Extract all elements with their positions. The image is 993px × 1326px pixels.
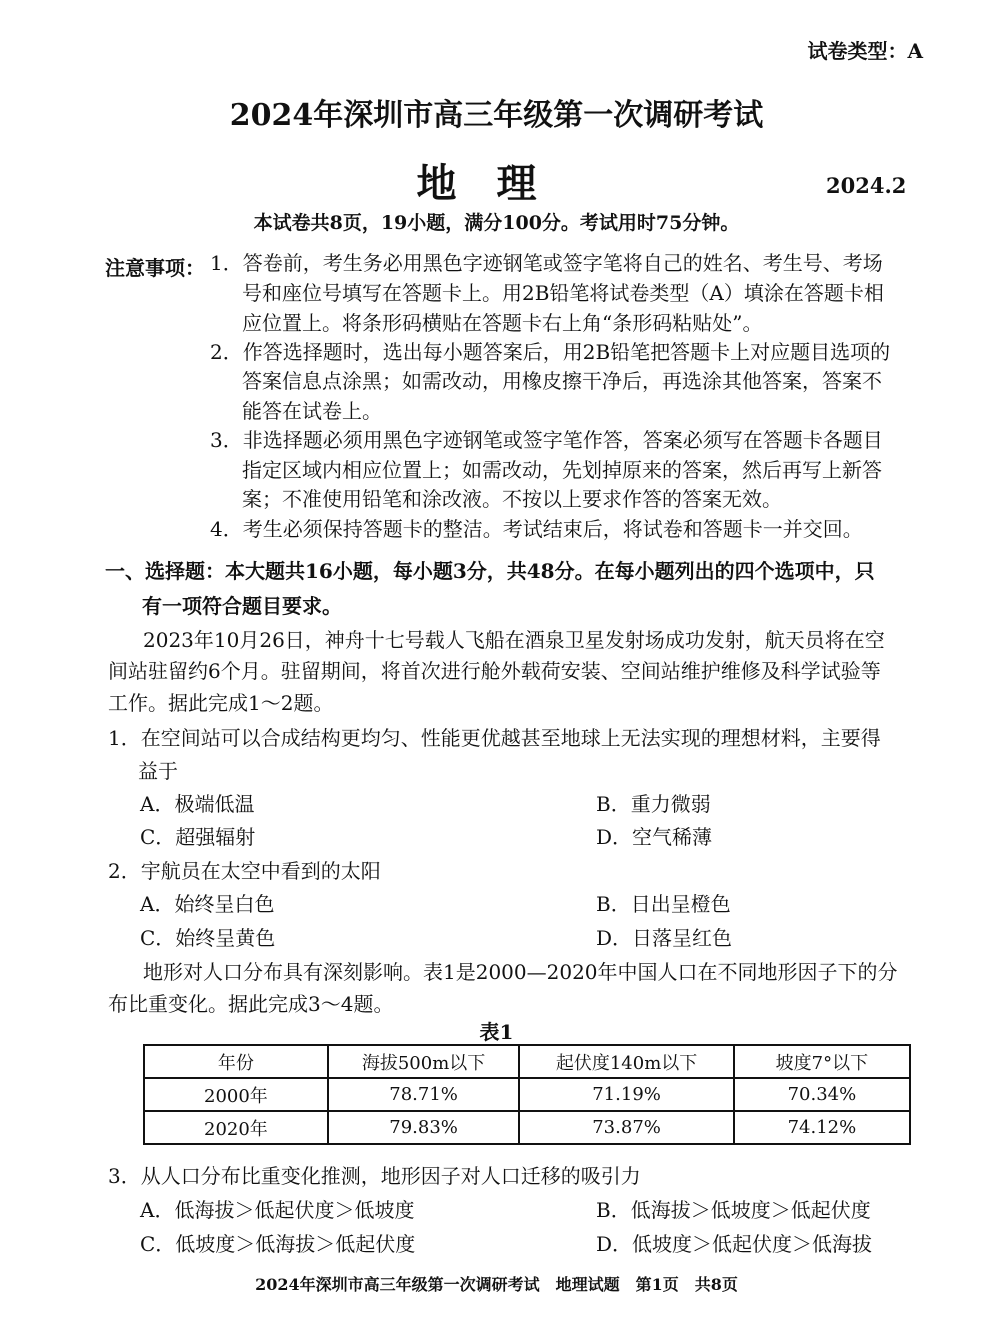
option-c: C．超强辐射 xyxy=(140,825,256,849)
question-stem: 3．从人口分布比重变化推测，地形因子对人口迁移的吸引力 xyxy=(108,1164,641,1188)
population-table xyxy=(143,1044,911,1145)
note-line: 指定区域内相应位置上；如需改动，先划掉原来的答案，然后再写上新答 xyxy=(242,458,882,482)
question-stem: 益于 xyxy=(138,759,178,783)
table-cell: 79.83% xyxy=(328,1111,520,1144)
option-d: D．空气稀薄 xyxy=(596,825,713,849)
note-line: 3．非选择题必须用黑色字迹钢笔或签字笔作答，答案必须写在答题卡各题目 xyxy=(210,428,883,452)
table-cell: 78.71% xyxy=(328,1078,520,1111)
table-row xyxy=(144,1111,910,1144)
table-header-cell: 坡度7°以下 xyxy=(734,1045,910,1078)
note-line: 2．作答选择题时，选出每小题答案后，用2B铅笔把答题卡上对应题目选项的 xyxy=(210,340,891,364)
passage-line: 间站驻留约6个月。驻留期间，将首次进行舱外载荷安装、空间站维护维修及科学试验等 xyxy=(108,659,881,683)
table-cell: 70.34% xyxy=(734,1078,910,1111)
option-a: A．低海拔＞低起伏度＞低坡度 xyxy=(140,1198,415,1222)
section-heading: 有一项符合题目要求。 xyxy=(142,594,342,618)
option-a: A．始终呈白色 xyxy=(140,892,275,916)
note-line: 应位置上。将条形码横贴在答题卡右上角“条形码粘贴处”。 xyxy=(242,311,763,335)
exam-info: 本试卷共8页，19小题，满分100分。考试用时75分钟。 xyxy=(253,212,740,234)
question-stem: 1．在空间站可以合成结构更均匀、性能更优越甚至地球上无法实现的理想材料，主要得 xyxy=(108,726,881,750)
table-cell: 2020年 xyxy=(144,1111,328,1144)
notes-label: 注意事项： xyxy=(105,256,205,280)
table-cell: 73.87% xyxy=(519,1111,733,1144)
subject-title: 地理 xyxy=(416,160,577,207)
exam-title: 2024年深圳市高三年级第一次调研考试 xyxy=(229,98,764,133)
option-b: B．日出呈橙色 xyxy=(596,892,731,916)
page-footer: 2024年深圳市高三年级第一次调研考试 地理试题 第1页 共8页 xyxy=(255,1275,738,1294)
table-caption: 表1 xyxy=(479,1020,514,1044)
passage-line: 工作。据此完成1～2题。 xyxy=(108,691,334,715)
table-header-row xyxy=(144,1045,910,1078)
section-heading: 一、选择题：本大题共16小题，每小题3分，共48分。在每小题列出的四个选项中，只 xyxy=(105,559,875,583)
option-b: B．重力微弱 xyxy=(596,792,711,816)
option-c: C．低坡度＞低海拔＞低起伏度 xyxy=(140,1232,416,1256)
table-cell: 2000年 xyxy=(144,1078,328,1111)
table-header-cell: 年份 xyxy=(144,1045,328,1078)
passage-line: 布比重变化。据此完成3～4题。 xyxy=(108,992,394,1016)
option-c: C．始终呈黄色 xyxy=(140,926,276,950)
option-d: D．日落呈红色 xyxy=(596,926,733,950)
table-header-cell: 起伏度140m以下 xyxy=(519,1045,733,1078)
note-line: 答案信息点涂黑；如需改动，用橡皮擦干净后，再选涂其他答案，答案不 xyxy=(242,369,882,393)
table-cell: 71.19% xyxy=(519,1078,733,1111)
option-a: A．极端低温 xyxy=(140,792,255,816)
note-line: 1．答卷前，考生务必用黑色字迹钢笔或签字笔将自己的姓名、考生号、考场 xyxy=(210,251,883,275)
option-b: B．低海拔＞低坡度＞低起伏度 xyxy=(596,1198,871,1222)
table-row xyxy=(144,1078,910,1111)
note-line: 案；不准使用铅笔和涂改液。不按以上要求作答的答案无效。 xyxy=(242,487,782,511)
table-cell: 74.12% xyxy=(734,1111,910,1144)
note-line: 号和座位号填写在答题卡上。用2B铅笔将试卷类型（A）填涂在答题卡相 xyxy=(242,281,884,305)
paper-type: 试卷类型：A xyxy=(807,39,923,63)
exam-date: 2024.2 xyxy=(826,173,907,198)
passage-line: 地形对人口分布具有深刻影响。表1是2000—2020年中国人口在不同地形因子下的分 xyxy=(143,960,898,984)
table-header-cell: 海拔500m以下 xyxy=(328,1045,520,1078)
note-line: 能答在试卷上。 xyxy=(242,399,382,423)
passage-line: 2023年10月26日，神舟十七号载人飞船在酒泉卫星发射场成功发射，航天员将在空 xyxy=(143,628,885,652)
question-stem: 2．宇航员在太空中看到的太阳 xyxy=(108,859,381,883)
note-line: 4．考生必须保持答题卡的整洁。考试结束后，将试卷和答题卡一并交回。 xyxy=(210,517,863,541)
option-d: D．低坡度＞低起伏度＞低海拔 xyxy=(596,1232,873,1256)
